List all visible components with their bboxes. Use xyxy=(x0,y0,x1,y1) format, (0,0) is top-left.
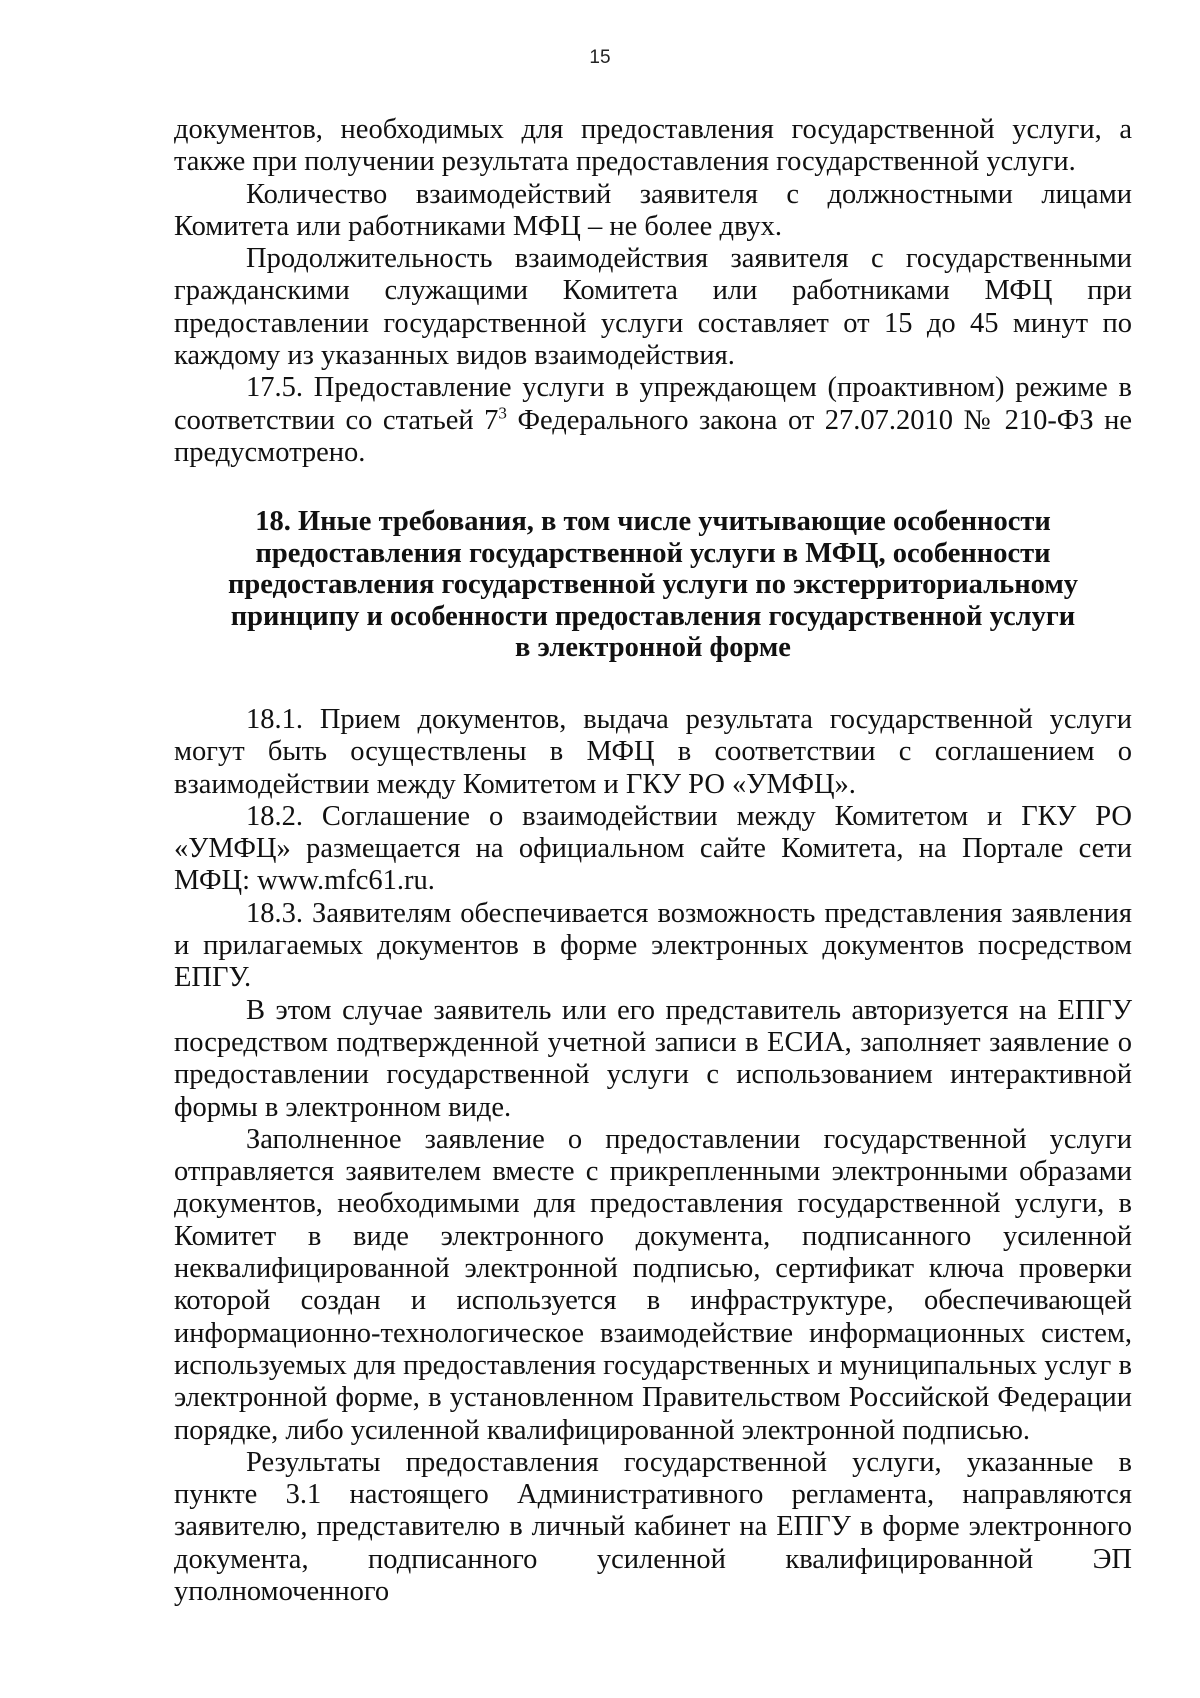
heading-line: 18. Иные требования, в том числе учитывающие особенности xyxy=(255,506,1051,537)
heading-line: предоставления государственной услуги в МФЦ, особенности xyxy=(255,537,1051,569)
heading-line: в электронной форме xyxy=(515,632,791,663)
heading-line: принципу и особенности предоставления государственной услуги xyxy=(230,600,1076,632)
paragraph-continuation: документов, необходимых для предоставления государственной услуги, а также при получении результата предоставления государственной услуги. xyxy=(174,114,1132,178)
paragraph-18-1: 18.1. Прием документов, выдача результата государственной услуги могут быть осуществлены в МФЦ в соответствии с соглашением о взаимодействии между Комитетом и ГКУ РО «УМФЦ». xyxy=(174,704,1132,800)
paragraph-results-delivery: Результаты предоставления государственной услуги, указанные в пункте 3.1 настоящего Административного регламента, направляются заявителю, представителю в личный кабинет на ЕПГУ в форме электронного документа, подписанного усиленной квалифицированной ЭП уполномоченного xyxy=(174,1446,1132,1608)
para-17-5-text-end: Федерального закона от 27.07.2010 № 210-ФЗ не предусмотрено. xyxy=(174,404,1133,468)
paragraph-18-3: 18.3. Заявителям обеспечивается возможность представления заявления и прилагаемых документов в форме электронных документов посредством ЕПГУ. xyxy=(174,897,1132,994)
paragraph-interaction-duration: Продолжительность взаимодействия заявителя с государственными гражданскими служащими Комитета или работниками МФЦ при предоставлении государственной услуги составляет от 15 до 45 минут по каждому из указанных видов взаимодействия. xyxy=(174,243,1132,372)
paragraph-interactions-count: Количество взаимодействий заявителя с должностными лицами Комитета или работниками МФЦ – не более двух. xyxy=(174,178,1132,242)
paragraph-17-5 xyxy=(174,372,1132,469)
heading-line: предоставления государственной услуги по экстерриториальному xyxy=(227,569,1079,600)
page-number: 15 xyxy=(589,47,611,68)
para-17-5-text: 17.5. Предоставление услуги в упреждающем (проактивном) режиме в соответствии со статьей 7 xyxy=(174,372,1132,436)
text-block-bottom xyxy=(174,704,1132,1608)
superscript-3: 3 xyxy=(498,403,507,423)
text-block-top xyxy=(174,114,1132,469)
paragraph-18-2: 18.2. Соглашение о взаимодействии между Комитетом и ГКУ РО «УМФЦ» размещается на официальном сайте Комитета, на Портале сети МФЦ: www.mfc61.ru. xyxy=(174,800,1132,897)
paragraph-application-submission: Заполненное заявление о предоставлении государственной услуги отправляется заявителем вместе с прикрепленными электронными образами документов, необходимыми для предоставления государственной услуги, в Комитет в виде электронного документа, подписанного усиленной неквалифицированной электронной подписью, сертификат ключа проверки которой создан и используется в инфраструктуре, обеспечивающей информационно-технологическое взаимодействие информационных систем, используемых для предоставления государственных и муниципальных услуг в электронной форме, в установленном Правительством Российской Федерации порядке, либо усиленной квалифицированной электронной подписью. xyxy=(174,1123,1132,1446)
section-heading-18 xyxy=(174,506,1132,664)
paragraph-epgu-authorization: В этом случае заявитель или его представитель авторизуется на ЕПГУ посредством подтвержденной учетной записи в ЕСИА, заполняет заявление о предоставлении государственной услуги с использованием интерактивной формы в электронном виде. xyxy=(174,994,1132,1123)
